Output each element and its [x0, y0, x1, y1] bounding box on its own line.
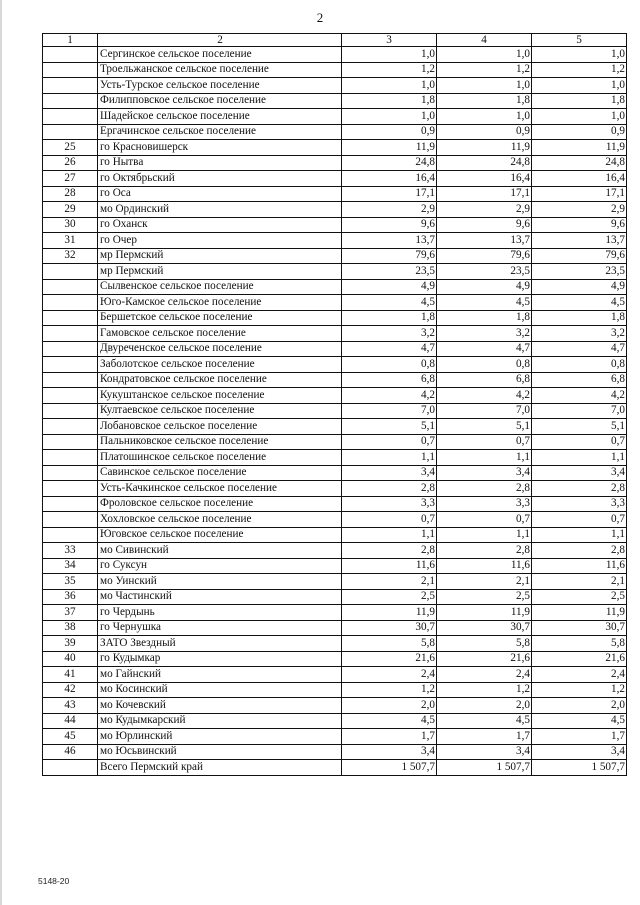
table-row: [43, 434, 627, 450]
row-number: 31: [43, 233, 98, 249]
municipality-name: Савинское сельское поселение: [98, 465, 342, 481]
row-number: 29: [43, 202, 98, 218]
municipality-name: Пальниковское сельское поселение: [98, 434, 342, 450]
value-col-3: 2,1: [342, 574, 437, 590]
row-number: [43, 124, 98, 140]
municipality-name: мо Кочевский: [98, 698, 342, 714]
value-col-4: 9,6: [437, 217, 532, 233]
header-col-5: 5: [532, 34, 627, 47]
value-col-5: 4,9: [532, 279, 627, 295]
value-col-5: 3,4: [532, 465, 627, 481]
municipality-name: мо Частинский: [98, 589, 342, 605]
municipality-name: Шадейское сельское поселение: [98, 109, 342, 125]
table-row: [43, 217, 627, 233]
table-row: [43, 512, 627, 528]
table-row: [43, 729, 627, 745]
value-col-4: 4,5: [437, 295, 532, 311]
header-col-3: 3: [342, 34, 437, 47]
municipality-name: мо Гайнский: [98, 667, 342, 683]
value-col-5: 21,6: [532, 651, 627, 667]
value-col-5: 2,8: [532, 481, 627, 497]
table-row: [43, 574, 627, 590]
value-col-4: 1,1: [437, 450, 532, 466]
value-col-3: 3,3: [342, 496, 437, 512]
table-row: [43, 682, 627, 698]
scan-edge: [0, 0, 2, 905]
value-col-5: 0,7: [532, 512, 627, 528]
value-col-4: 6,8: [437, 372, 532, 388]
table-row: [43, 667, 627, 683]
table-row: [43, 47, 627, 63]
row-number: 43: [43, 698, 98, 714]
value-col-4: 4,2: [437, 388, 532, 404]
value-col-5: 7,0: [532, 403, 627, 419]
municipality-name: Юго-Камское сельское поселение: [98, 295, 342, 311]
value-col-4: 1,7: [437, 729, 532, 745]
row-number: 39: [43, 636, 98, 652]
municipality-name: Сылвенское сельское поселение: [98, 279, 342, 295]
row-number: [43, 279, 98, 295]
municipality-name: го Октябрьский: [98, 171, 342, 187]
value-col-4: 1,8: [437, 310, 532, 326]
value-col-4: 3,4: [437, 465, 532, 481]
row-number: [43, 47, 98, 63]
value-col-5: 0,8: [532, 357, 627, 373]
row-number: 46: [43, 744, 98, 760]
table-row: [43, 450, 627, 466]
value-col-4: 30,7: [437, 620, 532, 636]
value-col-3: 4,7: [342, 341, 437, 357]
table-row: [43, 403, 627, 419]
row-number: 41: [43, 667, 98, 683]
table-row: [43, 651, 627, 667]
value-col-4: 2,4: [437, 667, 532, 683]
table-row: [43, 543, 627, 559]
municipality-name: мр Пермский: [98, 264, 342, 280]
table-row: [43, 140, 627, 156]
value-col-4: 1 507,7: [437, 760, 532, 776]
value-col-5: 1,8: [532, 310, 627, 326]
row-number: 34: [43, 558, 98, 574]
row-number: 35: [43, 574, 98, 590]
value-col-4: 1,1: [437, 527, 532, 543]
row-number: [43, 760, 98, 776]
value-col-5: 1,1: [532, 527, 627, 543]
value-col-3: 16,4: [342, 171, 437, 187]
value-col-4: 3,4: [437, 744, 532, 760]
table-row: [43, 698, 627, 714]
value-col-3: 24,8: [342, 155, 437, 171]
row-number: 25: [43, 140, 98, 156]
municipality-name: го Чердынь: [98, 605, 342, 621]
value-col-4: 11,9: [437, 140, 532, 156]
value-col-3: 79,6: [342, 248, 437, 264]
value-col-5: 1,0: [532, 47, 627, 63]
row-number: 37: [43, 605, 98, 621]
row-number: 27: [43, 171, 98, 187]
value-col-4: 2,8: [437, 481, 532, 497]
value-col-3: 3,4: [342, 465, 437, 481]
value-col-3: 1,0: [342, 109, 437, 125]
municipality-name: мр Пермский: [98, 248, 342, 264]
municipality-name: Заболотское сельское поселение: [98, 357, 342, 373]
value-col-3: 23,5: [342, 264, 437, 280]
document-code: 5148-20: [38, 876, 70, 886]
municipality-name: Кондратовское сельское поселение: [98, 372, 342, 388]
value-col-5: 2,5: [532, 589, 627, 605]
value-col-3: 17,1: [342, 186, 437, 202]
municipality-name: Платошинское сельское поселение: [98, 450, 342, 466]
municipality-name: го Нытва: [98, 155, 342, 171]
value-col-3: 5,1: [342, 419, 437, 435]
value-col-3: 11,9: [342, 605, 437, 621]
row-number: [43, 527, 98, 543]
value-col-3: 11,6: [342, 558, 437, 574]
table-row: [43, 419, 627, 435]
row-number: 45: [43, 729, 98, 745]
value-col-4: 2,5: [437, 589, 532, 605]
value-col-5: 1,2: [532, 62, 627, 78]
value-col-5: 2,0: [532, 698, 627, 714]
value-col-5: 5,1: [532, 419, 627, 435]
value-col-5: 5,8: [532, 636, 627, 652]
value-col-3: 2,8: [342, 481, 437, 497]
value-col-4: 2,9: [437, 202, 532, 218]
value-col-4: 3,3: [437, 496, 532, 512]
value-col-5: 4,7: [532, 341, 627, 357]
municipality-name: Всего Пермский край: [98, 760, 342, 776]
value-col-3: 4,9: [342, 279, 437, 295]
value-col-5: 1,2: [532, 682, 627, 698]
municipality-name: мо Ординский: [98, 202, 342, 218]
value-col-5: 2,8: [532, 543, 627, 559]
value-col-5: 9,6: [532, 217, 627, 233]
municipality-name: Фроловское сельское поселение: [98, 496, 342, 512]
value-col-5: 11,9: [532, 140, 627, 156]
table-row: [43, 310, 627, 326]
value-col-5: 0,7: [532, 434, 627, 450]
value-col-5: 1,0: [532, 78, 627, 94]
municipality-name: мо Косинский: [98, 682, 342, 698]
table-row: [43, 171, 627, 187]
municipality-name: го Оса: [98, 186, 342, 202]
value-col-4: 1,8: [437, 93, 532, 109]
municipality-name: го Оханск: [98, 217, 342, 233]
value-col-4: 11,6: [437, 558, 532, 574]
value-col-4: 1,0: [437, 47, 532, 63]
municipality-name: Ергачинское сельское поселение: [98, 124, 342, 140]
row-number: 32: [43, 248, 98, 264]
table-row: [43, 124, 627, 140]
value-col-4: 4,7: [437, 341, 532, 357]
table-row: [43, 341, 627, 357]
row-number: [43, 62, 98, 78]
value-col-5: 6,8: [532, 372, 627, 388]
table-row: [43, 388, 627, 404]
value-col-3: 4,5: [342, 713, 437, 729]
value-col-4: 2,0: [437, 698, 532, 714]
value-col-4: 5,1: [437, 419, 532, 435]
page-number: 2: [316, 10, 324, 25]
municipality-name: го Очер: [98, 233, 342, 249]
value-col-5: 79,6: [532, 248, 627, 264]
row-number: [43, 419, 98, 435]
municipality-name: Филипповское сельское поселение: [98, 93, 342, 109]
value-col-4: 24,8: [437, 155, 532, 171]
municipality-name: Хохловское сельское поселение: [98, 512, 342, 528]
value-col-5: 11,9: [532, 605, 627, 621]
value-col-4: 17,1: [437, 186, 532, 202]
row-number: [43, 341, 98, 357]
row-number: [43, 465, 98, 481]
value-col-3: 0,7: [342, 512, 437, 528]
municipality-name: мо Юрлинский: [98, 729, 342, 745]
table-row: [43, 93, 627, 109]
row-number: 44: [43, 713, 98, 729]
table-row: [43, 496, 627, 512]
table-row: [43, 589, 627, 605]
value-col-5: 11,6: [532, 558, 627, 574]
value-col-4: 0,7: [437, 434, 532, 450]
table-row: [43, 357, 627, 373]
municipality-name: го Красновишерск: [98, 140, 342, 156]
value-col-4: 1,2: [437, 62, 532, 78]
municipality-name: Лобановское сельское поселение: [98, 419, 342, 435]
value-col-4: 79,6: [437, 248, 532, 264]
value-col-5: 1,8: [532, 93, 627, 109]
row-number: 33: [43, 543, 98, 559]
row-number: 26: [43, 155, 98, 171]
value-col-5: 4,2: [532, 388, 627, 404]
value-col-3: 2,8: [342, 543, 437, 559]
table-header: [43, 34, 627, 47]
value-col-4: 23,5: [437, 264, 532, 280]
municipality-name: ЗАТО Звездный: [98, 636, 342, 652]
municipality-name: Култаевское сельское поселение: [98, 403, 342, 419]
value-col-4: 11,9: [437, 605, 532, 621]
value-col-3: 0,8: [342, 357, 437, 373]
value-col-5: 4,5: [532, 295, 627, 311]
row-number: 38: [43, 620, 98, 636]
value-col-5: 23,5: [532, 264, 627, 280]
value-col-3: 2,9: [342, 202, 437, 218]
value-col-3: 1,0: [342, 78, 437, 94]
value-col-3: 1,8: [342, 93, 437, 109]
header-col-1: 1: [43, 34, 98, 47]
table-row: [43, 186, 627, 202]
table-row: [43, 527, 627, 543]
municipality-name: Гамовское сельское поселение: [98, 326, 342, 342]
table-row: [43, 465, 627, 481]
value-col-3: 13,7: [342, 233, 437, 249]
value-col-5: 1,0: [532, 109, 627, 125]
value-col-3: 9,6: [342, 217, 437, 233]
table-row: [43, 279, 627, 295]
value-col-5: 16,4: [532, 171, 627, 187]
value-col-3: 21,6: [342, 651, 437, 667]
value-col-5: 24,8: [532, 155, 627, 171]
row-number: [43, 109, 98, 125]
row-number: [43, 450, 98, 466]
value-col-5: 0,9: [532, 124, 627, 140]
row-number: [43, 357, 98, 373]
header-row: [43, 34, 627, 47]
value-col-3: 1,7: [342, 729, 437, 745]
table-row: [43, 372, 627, 388]
value-col-5: 3,4: [532, 744, 627, 760]
header-col-4: 4: [437, 34, 532, 47]
row-number: [43, 295, 98, 311]
municipality-name: го Кудымкар: [98, 651, 342, 667]
municipality-name: Двуреченское сельское поселение: [98, 341, 342, 357]
value-col-5: 2,4: [532, 667, 627, 683]
row-number: [43, 481, 98, 497]
value-col-5: 1,7: [532, 729, 627, 745]
row-number: 42: [43, 682, 98, 698]
value-col-4: 7,0: [437, 403, 532, 419]
value-col-5: 4,5: [532, 713, 627, 729]
value-col-3: 3,2: [342, 326, 437, 342]
total-row: [43, 760, 627, 776]
table-row: [43, 264, 627, 280]
value-col-3: 11,9: [342, 140, 437, 156]
municipality-name: Троельжанское сельское поселение: [98, 62, 342, 78]
value-col-4: 21,6: [437, 651, 532, 667]
municipality-name: мо Уинский: [98, 574, 342, 590]
value-col-3: 2,5: [342, 589, 437, 605]
value-col-3: 4,2: [342, 388, 437, 404]
value-col-5: 1,1: [532, 450, 627, 466]
table-row: [43, 233, 627, 249]
value-col-3: 1 507,7: [342, 760, 437, 776]
table-row: [43, 326, 627, 342]
row-number: [43, 264, 98, 280]
row-number: 36: [43, 589, 98, 605]
value-col-5: 13,7: [532, 233, 627, 249]
table-row: [43, 744, 627, 760]
value-col-5: 1 507,7: [532, 760, 627, 776]
value-col-4: 16,4: [437, 171, 532, 187]
value-col-3: 1,8: [342, 310, 437, 326]
municipality-name: Юговское сельское поселение: [98, 527, 342, 543]
value-col-4: 13,7: [437, 233, 532, 249]
municipality-name: мо Сивинский: [98, 543, 342, 559]
table-row: [43, 155, 627, 171]
value-col-3: 4,5: [342, 295, 437, 311]
row-number: [43, 372, 98, 388]
table-row: [43, 62, 627, 78]
row-number: [43, 388, 98, 404]
municipality-name: Кукуштанское сельское поселение: [98, 388, 342, 404]
value-col-3: 3,4: [342, 744, 437, 760]
value-col-4: 2,8: [437, 543, 532, 559]
value-col-4: 1,2: [437, 682, 532, 698]
row-number: [43, 326, 98, 342]
value-col-5: 3,2: [532, 326, 627, 342]
table-row: [43, 78, 627, 94]
table-body: [43, 47, 627, 776]
row-number: [43, 512, 98, 528]
value-col-4: 2,1: [437, 574, 532, 590]
value-col-4: 0,7: [437, 512, 532, 528]
row-number: [43, 496, 98, 512]
table-row: [43, 109, 627, 125]
value-col-3: 7,0: [342, 403, 437, 419]
budget-table: [42, 33, 627, 776]
value-col-3: 5,8: [342, 636, 437, 652]
row-number: [43, 78, 98, 94]
municipality-name: Усть-Турское сельское поселение: [98, 78, 342, 94]
value-col-5: 2,1: [532, 574, 627, 590]
value-col-3: 1,2: [342, 682, 437, 698]
municipality-name: Усть-Качкинское сельское поселение: [98, 481, 342, 497]
row-number: [43, 403, 98, 419]
table-row: [43, 558, 627, 574]
value-col-3: 6,8: [342, 372, 437, 388]
row-number: 40: [43, 651, 98, 667]
table-row: [43, 713, 627, 729]
value-col-5: 3,3: [532, 496, 627, 512]
value-col-4: 4,9: [437, 279, 532, 295]
row-number: [43, 310, 98, 326]
table-row: [43, 248, 627, 264]
table-row: [43, 605, 627, 621]
municipality-name: го Суксун: [98, 558, 342, 574]
municipality-name: Бершетское сельское поселение: [98, 310, 342, 326]
value-col-3: 30,7: [342, 620, 437, 636]
value-col-3: 1,1: [342, 527, 437, 543]
value-col-5: 2,9: [532, 202, 627, 218]
value-col-4: 1,0: [437, 78, 532, 94]
value-col-5: 30,7: [532, 620, 627, 636]
table-row: [43, 295, 627, 311]
municipality-name: Сергинское сельское поселение: [98, 47, 342, 63]
value-col-3: 1,1: [342, 450, 437, 466]
value-col-4: 3,2: [437, 326, 532, 342]
table-row: [43, 481, 627, 497]
row-number: 28: [43, 186, 98, 202]
table-row: [43, 620, 627, 636]
value-col-5: 17,1: [532, 186, 627, 202]
row-number: [43, 93, 98, 109]
value-col-4: 5,8: [437, 636, 532, 652]
value-col-3: 0,7: [342, 434, 437, 450]
table-row: [43, 202, 627, 218]
municipality-name: го Чернушка: [98, 620, 342, 636]
row-number: 30: [43, 217, 98, 233]
value-col-4: 0,9: [437, 124, 532, 140]
value-col-3: 1,0: [342, 47, 437, 63]
table-row: [43, 636, 627, 652]
value-col-3: 1,2: [342, 62, 437, 78]
value-col-3: 2,4: [342, 667, 437, 683]
value-col-4: 1,0: [437, 109, 532, 125]
row-number: [43, 434, 98, 450]
value-col-3: 0,9: [342, 124, 437, 140]
value-col-4: 0,8: [437, 357, 532, 373]
municipality-name: мо Юсьвинский: [98, 744, 342, 760]
municipality-name: мо Кудымкарский: [98, 713, 342, 729]
header-col-2: 2: [98, 34, 342, 47]
value-col-4: 4,5: [437, 713, 532, 729]
value-col-3: 2,0: [342, 698, 437, 714]
